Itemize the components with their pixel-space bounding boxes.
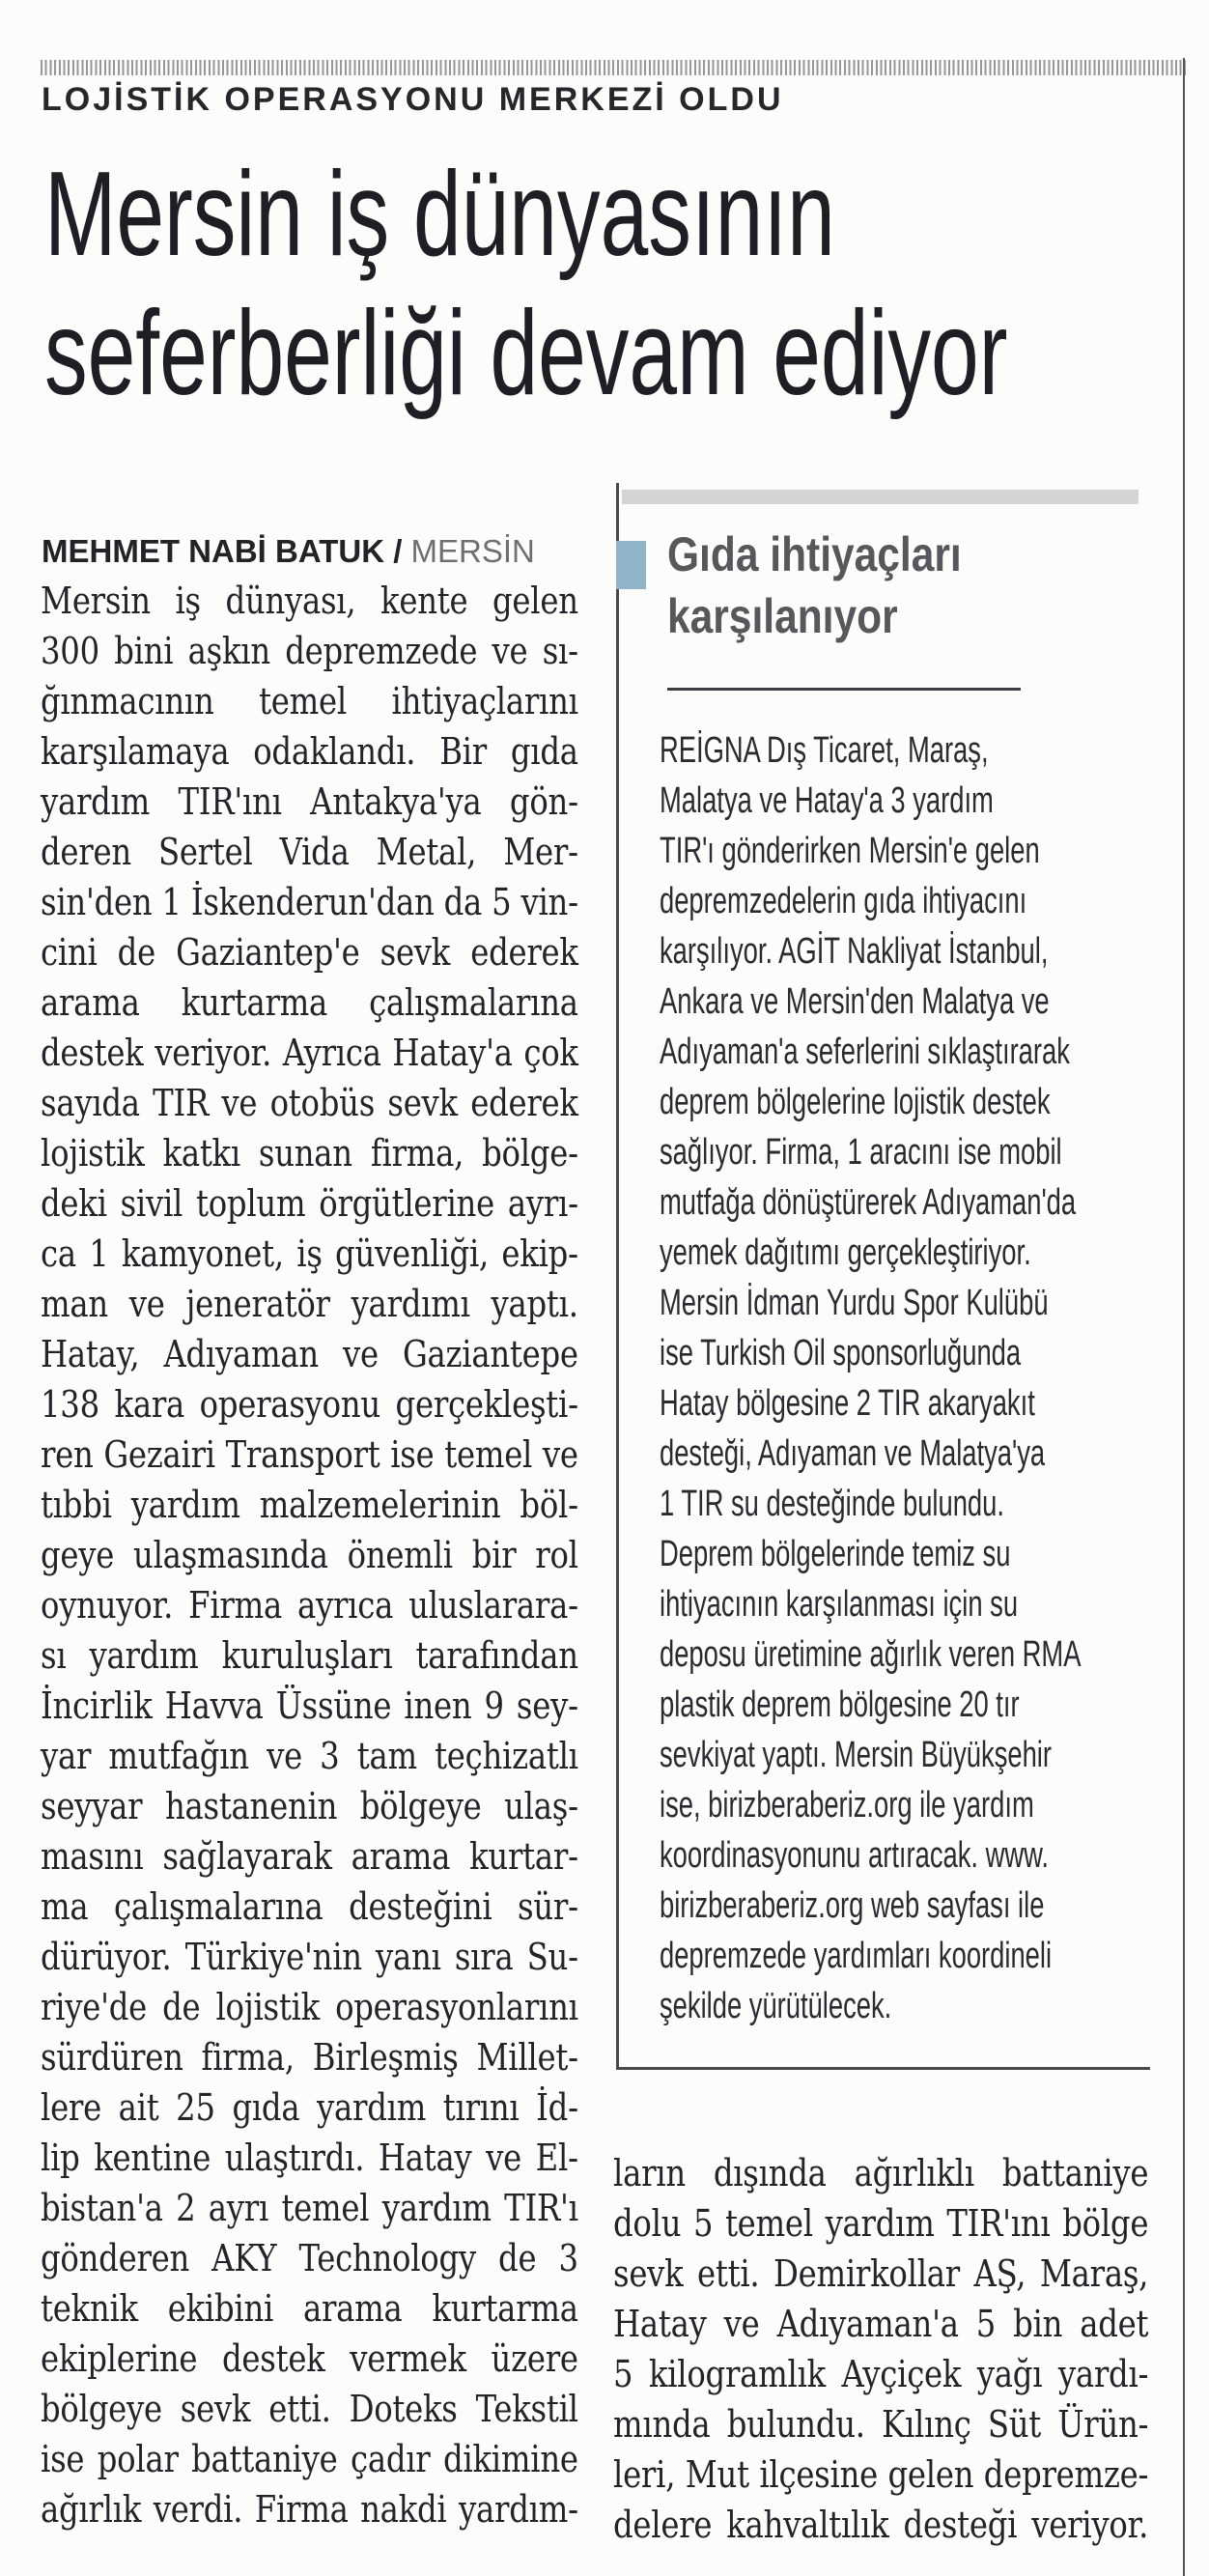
text-line: Hatay ve Adıyaman'a 5 bin adet — [613, 2303, 1149, 2345]
text-line: 1 TIR su desteğinde bulundu. — [660, 1484, 1004, 1524]
headline-line-1: Mersin iş dünyasının — [44, 148, 835, 281]
kicker-headline: LOJİSTİK OPERASYONU MERKEZİ OLDU — [42, 81, 784, 118]
text-line: gönderen AKY Technology de 3 — [41, 2237, 578, 2279]
text-line: leri, Mut ilçesine gelen depremze- — [613, 2453, 1149, 2496]
text-line: cini de Gaziantep'e sevk ederek — [41, 931, 578, 974]
text-line: bölgeye sevk etti. Doteks Tekstil — [41, 2388, 578, 2430]
text-line: dolu 5 temel yardım TIR'ını bölge — [613, 2202, 1149, 2245]
text-line: koordinasyonunu artıracak. www. — [660, 1835, 1050, 1876]
text-line: tıbbi yardım malzemelerinin böl- — [41, 1484, 578, 1526]
text-line: plastik deprem bölgesine 20 tır — [660, 1684, 1020, 1725]
text-line: birizberaberiz.org web sayfası ile — [660, 1885, 1045, 1926]
text-line: ihtiyacının karşılanması için su — [660, 1584, 1019, 1625]
text-line: 300 bini aşkın depremzede ve sı- — [41, 630, 578, 672]
text-line: 5 kilogramlık Ayçiçek yağı yardı- — [613, 2353, 1149, 2395]
byline-location: MERSİN — [410, 533, 535, 569]
text-line: TIR'ı gönderirken Mersin'e gelen — [660, 831, 1040, 871]
text-line: sin'den 1 İskenderun'dan da 5 vin- — [41, 881, 578, 923]
sidebar-bullet-square — [616, 541, 646, 589]
text-line: depremzede yardımları koordineli — [660, 1936, 1053, 1976]
text-line: Malatya ve Hatay'a 3 yardım — [660, 780, 994, 821]
text-line: delere kahvaltılık desteği veriyor. — [613, 2504, 1149, 2546]
text-line: ekiplerine destek vermek üzere — [41, 2337, 578, 2380]
text-line: karşılıyor. AGİT Nakliyat İstanbul, — [660, 931, 1049, 972]
text-line: karşılamaya odaklandı. Bir gıda — [41, 730, 578, 773]
text-line: sürdüren firma, Birleşmiş Millet- — [41, 2036, 578, 2079]
text-line: Adıyaman'a seferlerini sıklaştırarak — [660, 1032, 1070, 1072]
text-line: destek veriyor. Ayrıca Hatay'a çok — [41, 1032, 578, 1074]
sidebar-title-line-1: Gıda ihtiyaçları — [667, 527, 962, 581]
text-line: Mersin İdman Yurdu Spor Kulübü — [660, 1283, 1049, 1323]
byline-separator: / — [384, 533, 411, 569]
sidebar-body-text — [660, 725, 1147, 2031]
text-line: ise, birizberaberiz.org ile yardım — [660, 1785, 1034, 1826]
text-line: Hatay, Adıyaman ve Gaziantepe — [41, 1333, 578, 1375]
text-line: yar mutfağın ve 3 tam teçhizatlı — [41, 1735, 578, 1777]
text-line: ise Turkish Oil sponsorluğunda — [660, 1333, 1022, 1373]
text-line: ise polar battaniye çadır dikimine — [41, 2438, 578, 2480]
text-line: teknik ekibini arama kurtarma — [41, 2287, 578, 2330]
sidebar-title — [667, 524, 1013, 647]
text-line: deren Sertel Vida Metal, Mer- — [41, 831, 578, 873]
text-line: ğınmacının temel ihtiyaçlarını — [41, 680, 578, 722]
article-left-column — [41, 576, 673, 2534]
headline-line-2: seferberliği devam ediyor — [44, 287, 1008, 420]
article-bottom-right-column — [613, 2148, 1209, 2550]
text-line: sevk etti. Demirkollar AŞ, Maraş, — [613, 2252, 1149, 2295]
text-line: Mersin iş dünyası, kente gelen — [41, 580, 578, 622]
text-line: 138 kara operasyonu gerçekleşti- — [41, 1383, 578, 1426]
text-line: Ankara ve Mersin'den Malatya ve — [660, 981, 1050, 1022]
decorative-barcode-strip — [41, 60, 1186, 75]
text-line: mında bulundu. Kılınç Süt Ürün- — [613, 2403, 1149, 2446]
byline-author: MEHMET NABİ BATUK — [42, 533, 385, 569]
text-line: desteği, Adıyaman ve Malatya'ya — [660, 1433, 1046, 1474]
text-line: ların dışında ağırlıklı battaniye — [613, 2152, 1149, 2194]
text-line: dürüyor. Türkiye'nin yanı sıra Su- — [41, 1936, 578, 1978]
text-line: geye ulaşmasında önemli bir rol — [41, 1534, 578, 1576]
text-line: oynuyor. Firma ayrıca uluslarara- — [41, 1584, 578, 1627]
text-line: yemek dağıtımı gerçekleştiriyor. — [660, 1232, 1031, 1273]
sidebar-box — [616, 483, 1150, 2070]
byline — [42, 533, 535, 570]
text-line: İncirlik Havva Üssüne inen 9 sey- — [41, 1684, 578, 1727]
text-line: deposu üretimine ağırlık veren RMA — [660, 1634, 1082, 1675]
text-line: ca 1 kamyonet, iş güvenliği, ekip- — [41, 1232, 578, 1275]
text-line: arama kurtarma çalışmalarına — [41, 981, 578, 1024]
text-line: Hatay bölgesine 2 TIR akaryakıt — [660, 1383, 1035, 1424]
text-line: sayıda TIR ve otobüs sevk ederek — [41, 1082, 578, 1124]
text-line: sı yardım kuruluşları tarafından — [41, 1634, 578, 1677]
sidebar-top-bar — [622, 490, 1139, 504]
text-line: ma çalışmalarına desteğini sür- — [41, 1885, 578, 1928]
text-line: sağlıyor. Firma, 1 aracını ise mobil — [660, 1132, 1062, 1173]
text-line: masını sağlayarak arama kurtar- — [41, 1835, 578, 1878]
text-line: seyyar hastanenin bölgeye ulaş- — [41, 1785, 578, 1827]
text-line: lojistik katkı sunan firma, bölge- — [41, 1132, 578, 1175]
text-line: mutfağa dönüştürerek Adıyaman'da — [660, 1182, 1077, 1223]
text-line: ren Gezairi Transport ise temel ve — [41, 1433, 578, 1476]
text-line: deki sivil toplum örgütlerine ayrı- — [41, 1182, 578, 1225]
text-line: şekilde yürütülecek. — [660, 1986, 892, 2026]
sidebar-title-line-2: karşılanıyor — [667, 589, 898, 643]
text-line: REİGNA Dış Ticaret, Maraş, — [660, 730, 989, 771]
text-line: ağırlık verdi. Firma nakdi yardım- — [41, 2488, 578, 2531]
text-line: lip kentine ulaştırdı. Hatay ve El- — [41, 2137, 578, 2179]
sidebar-title-underline — [667, 688, 1021, 691]
main-headline — [44, 145, 1209, 423]
text-line: sevkiyat yaptı. Mersin Büyükşehir — [660, 1735, 1053, 1775]
page-column-rule — [1183, 58, 1185, 2576]
text-line: depremzedelerin gıda ihtiyacını — [660, 881, 1027, 921]
text-line: lere ait 25 gıda yardım tırını İd- — [41, 2086, 578, 2129]
text-line: riye'de de lojistik operasyonlarını — [41, 1986, 578, 2028]
text-line: deprem bölgelerine lojistik destek — [660, 1082, 1051, 1122]
text-line: yardım TIR'ını Antakya'ya gön- — [41, 780, 578, 823]
text-line: man ve jeneratör yardımı yaptı. — [41, 1283, 578, 1325]
text-line: bistan'a 2 ayrı temel yardım TIR'ı — [41, 2187, 578, 2229]
text-line: Deprem bölgelerinde temiz su — [660, 1534, 1011, 1574]
